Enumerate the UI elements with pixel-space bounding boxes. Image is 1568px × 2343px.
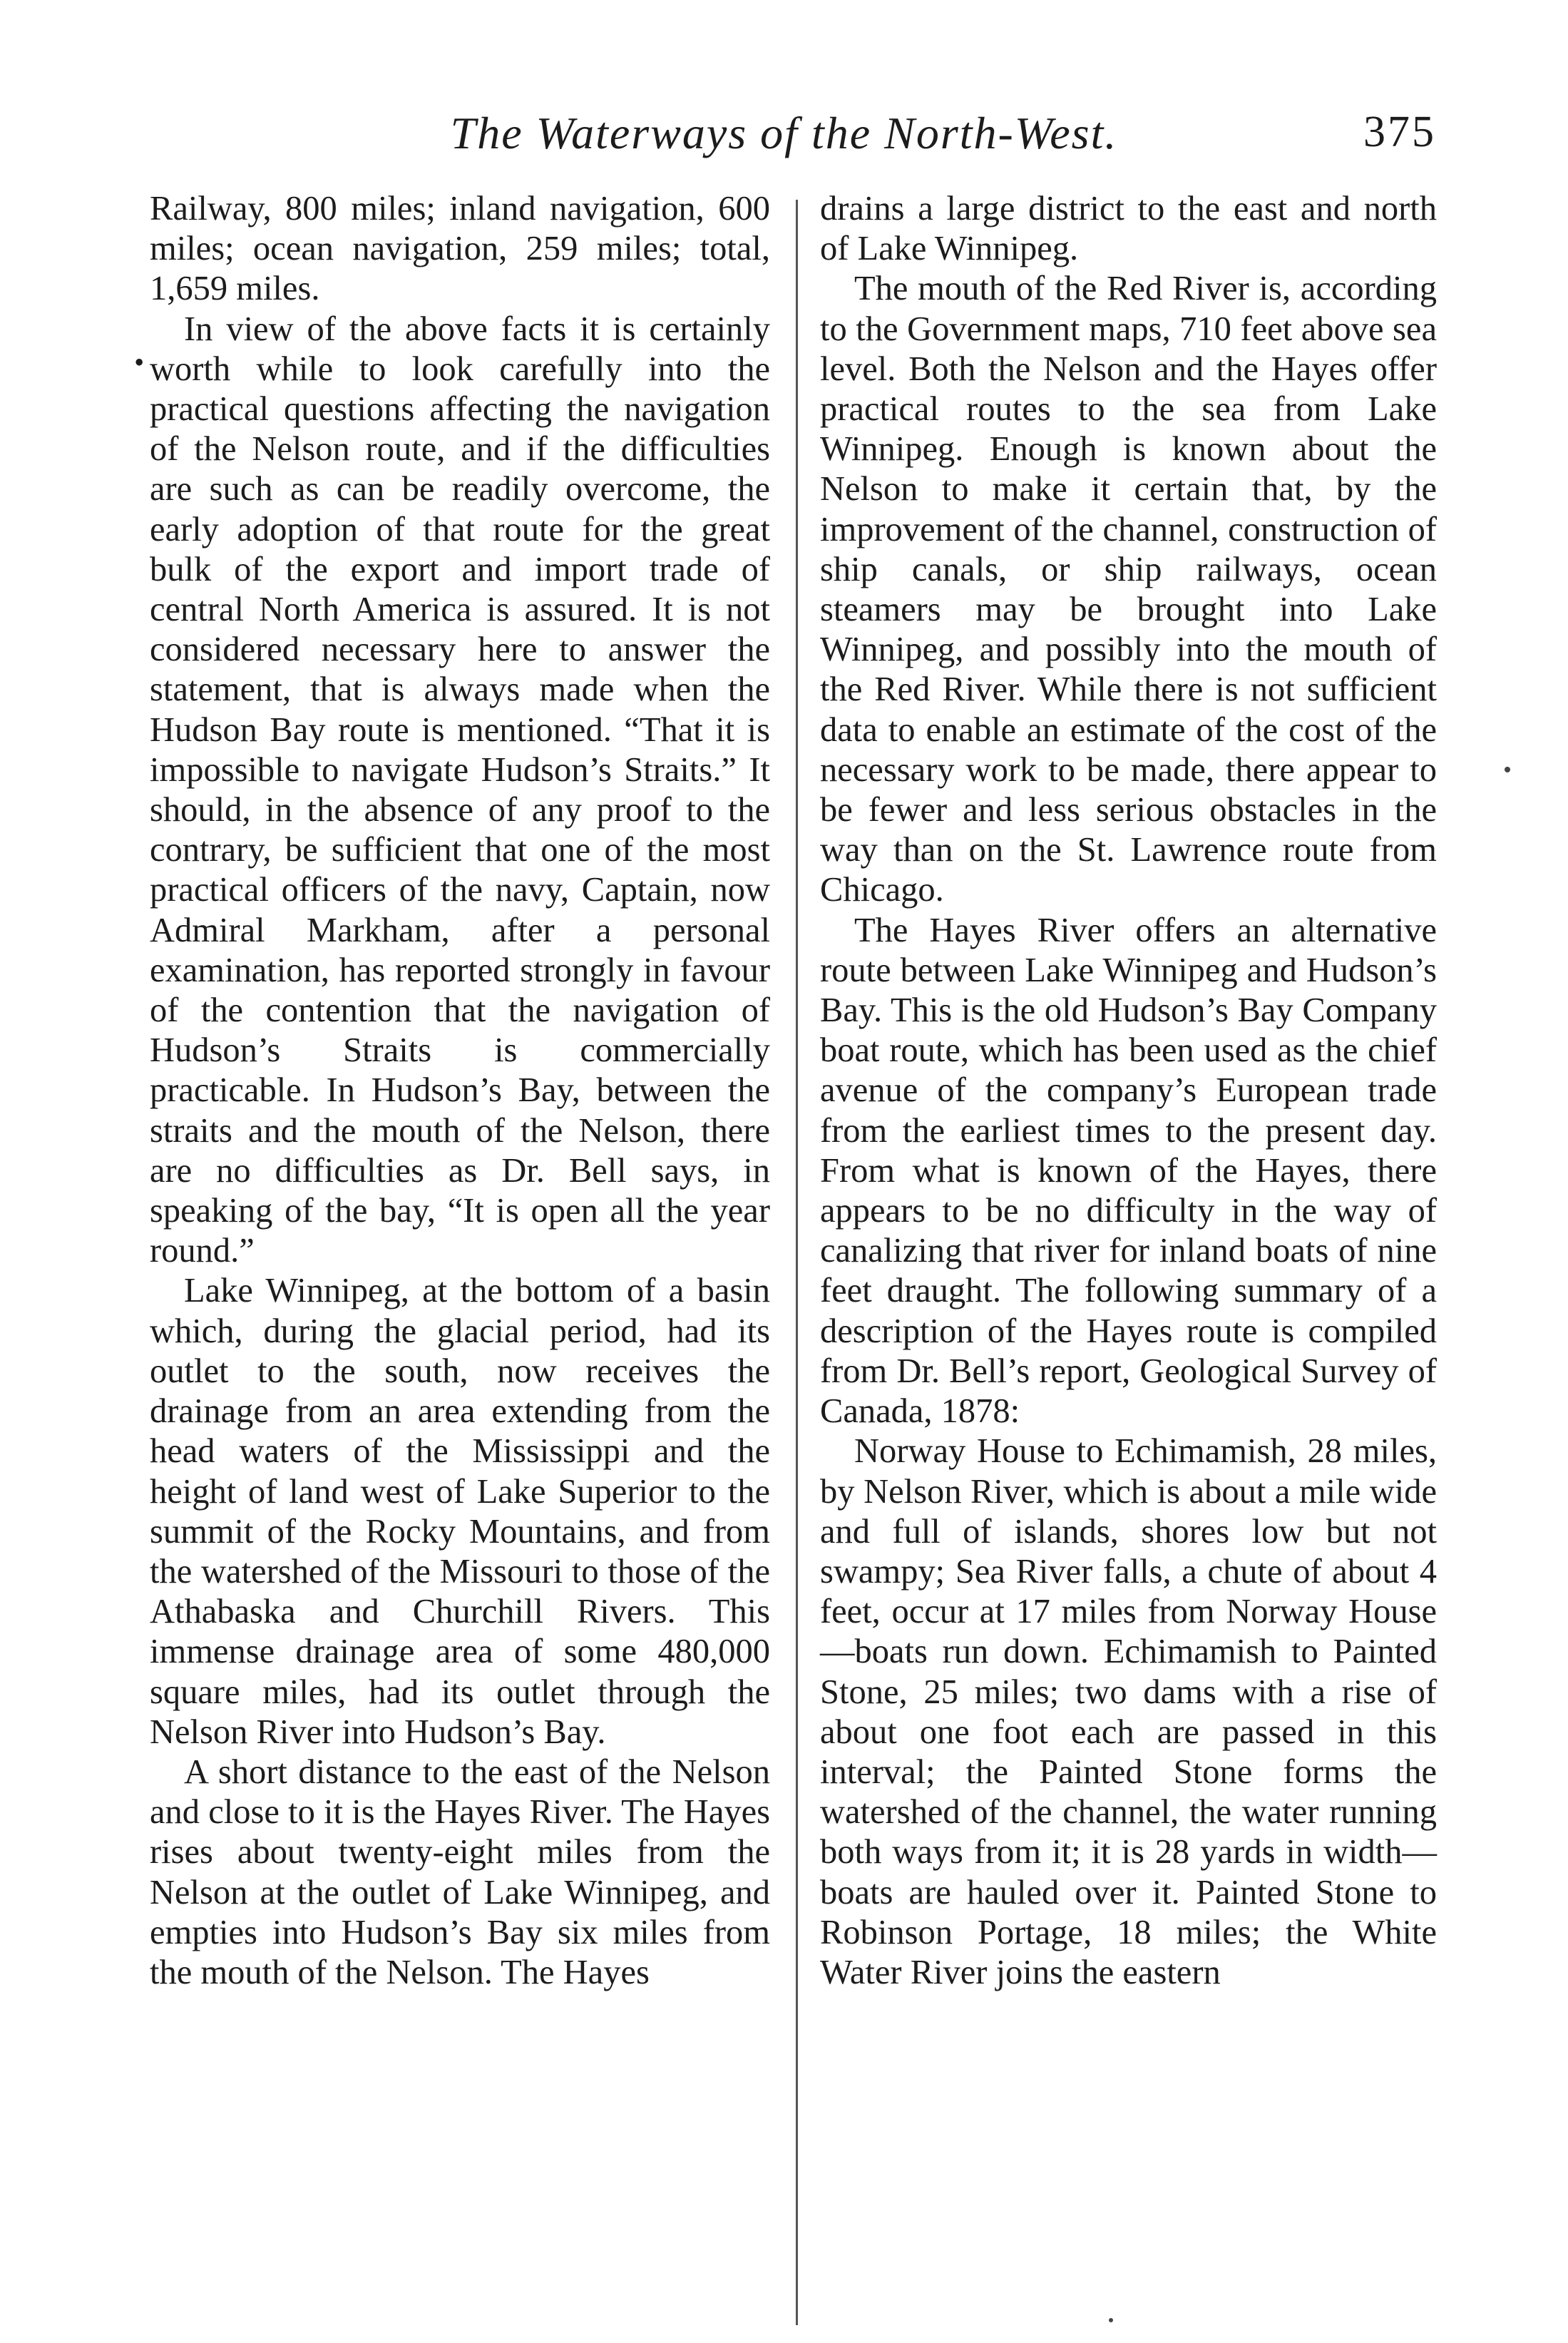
paragraph: Norway House to Echimamish, 28 miles, by Nelson River, which is about a mile wide and full of islands, shores low but not swampy; Sea River falls, a chute of about 4 feet, occur at 17 miles from Norway House—boats run down. Echimamish to Painted Stone, 25 miles; two dams with a rise of about one foot each are passed in this interval; the Painted Stone forms the watershed of the channel, the water running both ways from it; it is 28 yards in width—boats are hauled over it. Painted Stone to Robinson Portage, 18 miles; the White Water River joins the eastern	[820, 1432, 1437, 1991]
scan-speck	[1505, 767, 1510, 772]
page-number: 375	[1363, 108, 1436, 156]
paragraph: Railway, 800 miles; inland navigation, 600 miles; ocean navigation, 259 miles; total, 1,659 miles.	[150, 190, 770, 308]
paragraph: The Hayes River offers an alternative route between Lake Winnipeg and Hudson’s Bay. This is the old Hudson’s Bay Company boat route, which has been used as the chief avenue of the company’s European trade from the earliest times to the present day. From what is known of the Hayes, there appears to be no difficulty in the way of canalizing that river for inland boats of nine feet draught. The following summary of a description of the Hayes route is compiled from Dr. Bell’s report, Geological Survey of Canada, 1878:	[820, 911, 1437, 1431]
paragraph: The mouth of the Red River is, according to the Government maps, 710 feet above sea level. Both the Nelson and the Hayes offer practical routes to the sea from Lake Winnipeg. Enough is known about the Nelson to make it certain that, by the improvement of the channel, construction of ship canals, or ship railways, ocean steamers may be brought into Lake Winnipeg, and possibly into the mouth of the Red River. While there is not sufficient data to enable an estimate of the cost of the necessary work to be made, there appear to be fewer and less serious obstacles in the way than on the St. Lawrence route from Chicago.	[820, 270, 1437, 909]
running-header	[0, 107, 1568, 164]
right-column	[820, 189, 1437, 1993]
paragraph: drains a large district to the east and north of Lake Winnipeg.	[820, 190, 1437, 268]
scan-speck	[1109, 2318, 1113, 2322]
column-divider	[796, 200, 798, 2325]
left-column	[150, 189, 770, 1993]
running-title: The Waterways of the North-West.	[450, 108, 1118, 158]
paragraph: Lake Winnipeg, at the bottom of a basin which, during the glacial period, had its outlet to the south, now receives the drainage from an area extending from the head waters of the Mississippi and the height of land west of Lake Superior to the summit of the Rocky Mountains, and from the watershed of the Missouri to those of the Athabaska and Churchill Rivers. This immense drainage area of some 480,000 square miles, had its outlet through the Nelson River into Hudson’s Bay.	[150, 1272, 770, 1751]
ink-mark: •	[126, 345, 152, 379]
paragraph: In view of the above facts it is certainly worth while to look carefully into the practical questions affecting the navigation of the Nelson route, and if the difficulties are such as can be readily overcome, the early adoption of that route for the great bulk of the export and import trade of central North America is assured. It is not considered necessary here to answer the statement, that is always made when the Hudson Bay route is mentioned. “That it is impossible to navigate Hudson’s Straits.” It should, in the absence of any proof to the contrary, be sufficient that one of the most practical officers of the navy, Captain, now Admiral Markham, after a personal examination, has reported strongly in favour of the contention that the navigation of Hudson’s Straits is commercially practicable. In Hudson’s Bay, between the straits and the mouth of the Nelson, there are no difficulties as Dr. Bell says, in speaking of the bay, “It is open all the year round.”	[150, 310, 770, 1270]
paragraph: A short distance to the east of the Nelson and close to it is the Hayes River. The Hayes rises about twenty-eight miles from the Nelson at the outlet of Lake Winnipeg, and empties into Hudson’s Bay six miles from the mouth of the Nelson. The Hayes	[150, 1752, 770, 1991]
